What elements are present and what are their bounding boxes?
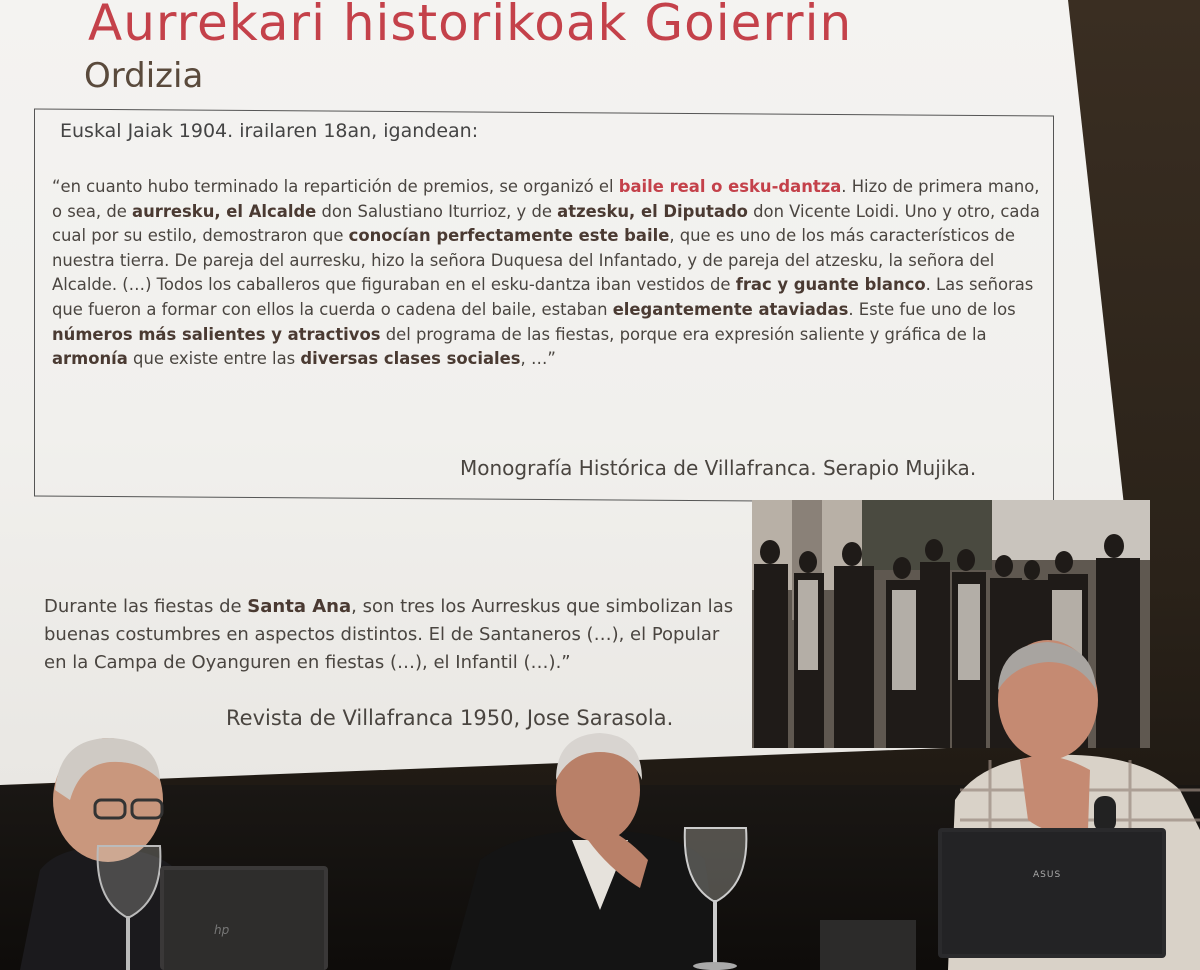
slide-title: Aurrekari historikoak Goierrin <box>88 0 853 52</box>
text-run: . Las señoras que fueron a formar con ellos la cuerda o cadena del baile, estaban <box>52 275 1034 319</box>
laptop-left <box>160 866 328 970</box>
slide-subtitle: Ordizia <box>84 56 204 96</box>
text-run: don Vicente Loidi. Uno y otro, cada cual por su estilo, demostraron que <box>52 201 1040 246</box>
quote-citation: Monografía Histórica de Villafranca. Serapio Mujika. <box>460 456 977 480</box>
text-run: , que es uno de los más característicos de nuestra tierra. De pareja del aurresku, hizo la señora Duquesa del Infantado, y de pareja del atzesku, la señora del Alcalde. (…) Todos los caballeros que figuraban en el esku-dantza iban vestidos de <box>52 226 1015 295</box>
text-run: del programa de las fiestas, porque era expresión saliente y gráfica de la <box>380 324 987 344</box>
bold-phrase: aurresku, el Alcalde <box>132 201 317 221</box>
speaker-middle <box>450 733 720 970</box>
text-run: . Este fue uno de los <box>848 299 1016 319</box>
text-run: . Hizo de primera mano, o sea, de <box>52 177 1040 221</box>
text-run: Durante las fiestas de <box>44 596 248 617</box>
bold-phrase: atzesku, el Diputado <box>557 201 748 221</box>
text-run: “en cuanto hubo terminado la repartición de premios, se organizó el <box>52 177 619 196</box>
text-run: , …” <box>520 349 556 369</box>
quote-box-heading: Euskal Jaiak 1904. irailaren 18an, igandean: <box>60 120 479 142</box>
bold-phrase: diversas clases sociales <box>300 349 521 369</box>
laptop-right-brand: ASUS <box>1033 870 1062 880</box>
paragraph-citation: Revista de Villafranca 1950, Jose Sarasola. <box>226 706 674 730</box>
laptop-left-brand: hp <box>214 923 230 937</box>
highlight-phrase: baile real o esku-dantza <box>618 177 842 196</box>
bold-phrase: elegantemente ataviadas <box>612 299 849 319</box>
text-run: , son tres los Aurreskus que simbolizan las buenas costumbres en aspectos distintos. El de Santaneros (…), el Popular en la Campa de Oyanguren en fiestas (…), el Infantil (…).” <box>44 596 734 673</box>
laptop-right <box>820 828 1166 970</box>
bold-phrase: Santa Ana <box>247 596 352 617</box>
bold-phrase: conocían perfectamente este baile <box>348 226 670 246</box>
bold-phrase: números más salientes y atractivos <box>52 324 381 344</box>
text-run: don Salustiano Iturrioz, y de <box>316 201 558 221</box>
bold-phrase: armonía <box>52 349 128 369</box>
bold-phrase: frac y guante blanco <box>735 275 926 295</box>
text-run: que existe entre las <box>127 349 301 369</box>
